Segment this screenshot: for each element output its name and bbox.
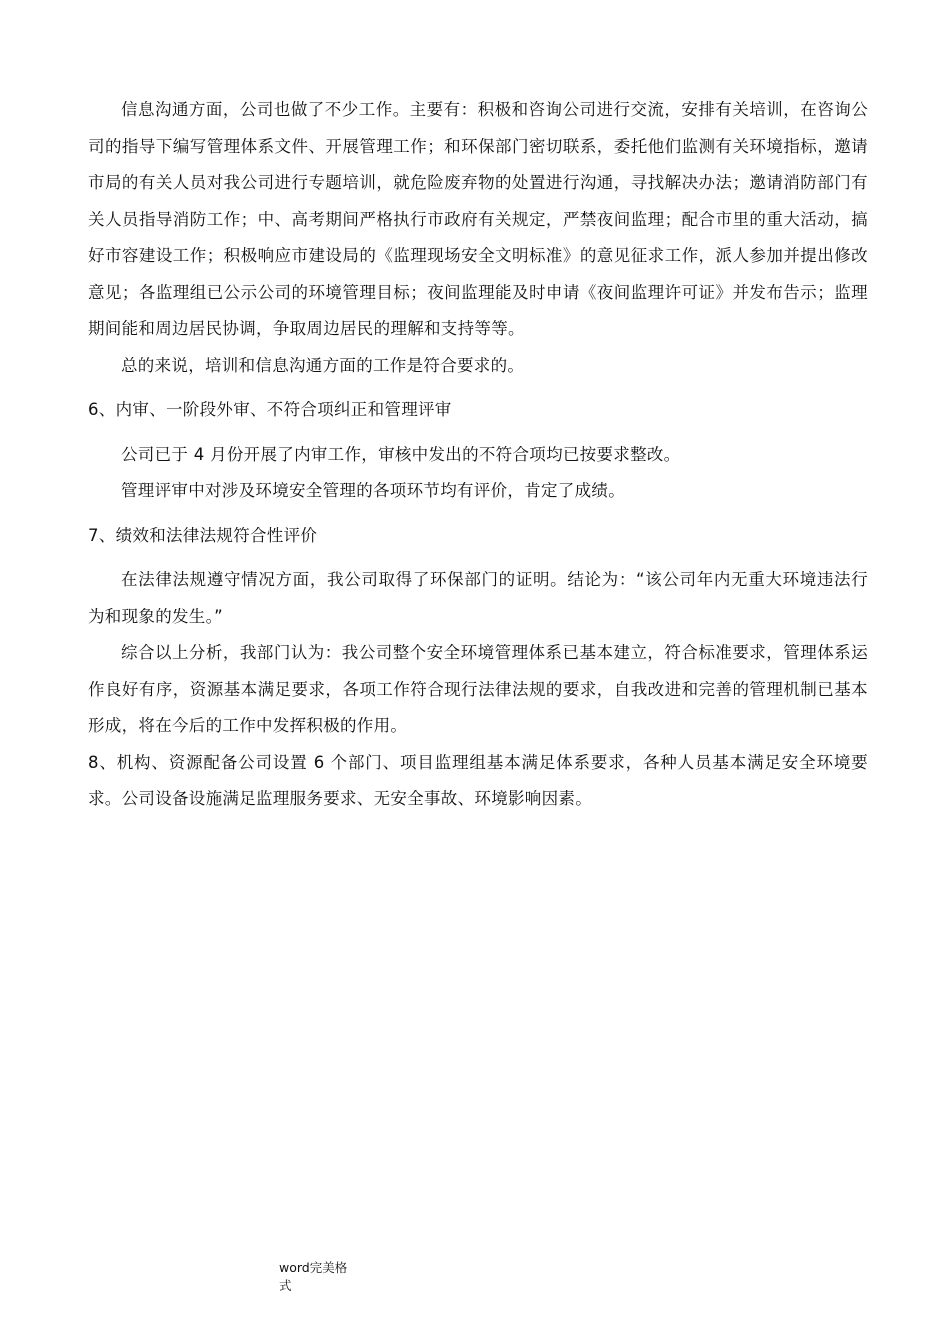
section-6-heading: 6、内审、一阶段外审、不符合项纠正和管理评审	[88, 400, 452, 419]
section-7-paragraph-legal-compliance: 在法律法规遵守情况方面，我公司取得了环保部门的证明。结论为：“该公司年内无重大环境违法行为和现象的发生。”	[88, 570, 868, 626]
section-6-paragraph-management-review: 管理评审中对涉及环境安全管理的各项环节均有评价，肯定了成绩。	[121, 481, 625, 500]
section-6-paragraph-internal-audit: 公司已于 4 月份开展了内审工作，审核中发出的不符合项均已按要求整改。	[121, 444, 681, 464]
footer-label: word完美格式	[279, 1260, 348, 1293]
paragraph-summary: 总的来说，培训和信息沟通方面的工作是符合要求的。	[121, 355, 525, 375]
document-body	[88, 92, 868, 818]
section-8-paragraph: 8、机构、资源配备公司设置 6 个部门、项目监理组基本满足体系要求，各种人员基本满足安全环境要求。公司设备设施满足监理服务要求、无安全事故、环境影响因素。	[88, 752, 868, 808]
section-7-paragraph-conclusion: 综合以上分析，我部门认为：我公司整个安全环境管理体系已基本建立，符合标准要求，管理体系运作良好有序，资源基本满足要求，各项工作符合现行法律法规的要求，自我改进和完善的管理机制已基本形成，将在今后的工作中发挥积极的作用。	[88, 643, 868, 735]
section-7-heading: 7、绩效和法律法规符合性评价	[88, 525, 318, 545]
paragraph-info-communication: 信息沟通方面，公司也做了不少工作。主要有：积极和咨询公司进行交流，安排有关培训，在咨询公司的指导下编写管理体系文件、开展管理工作；和环保部门密切联系，委托他们监测有关环境指标，邀请市局的有关人员对我公司进行专题培训，就危险废弃物的处置进行沟通，寻找解决办法；邀请消防部门有关人员指导消防工作；中、高考期间严格执行市政府有关规定，严禁夜间监理；配合市里的重大活动，搞好市容建设工作；积极响应市建设局的《监理现场安全文明标准》的意见征求工作，派人参加并提出修改意见；各监理组已公示公司的环境管理目标；夜间监理能及时申请《夜间监理许可证》并发布告示；监理期间能和周边居民协调，争取周边居民的理解和支持等等。	[88, 100, 868, 338]
